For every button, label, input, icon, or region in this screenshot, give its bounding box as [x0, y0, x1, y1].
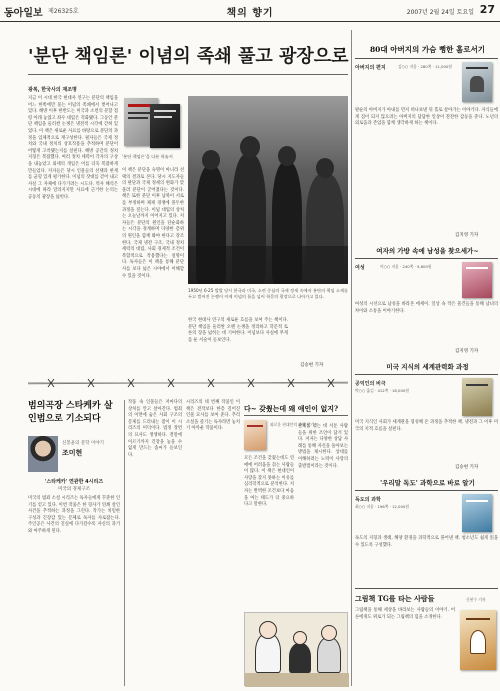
rc-meta-4: 최○○ 지음 · 196쪽 · 12,000원	[355, 504, 409, 509]
headline-rule	[28, 74, 348, 75]
rc-sig-3: 김승현 기자	[455, 465, 479, 470]
rc-label-2: 여성	[355, 265, 365, 271]
rc-meta-1: 김○○ 지음 · 280쪽 · 11,000원	[398, 64, 452, 69]
series-subtitle: 미국의 경제구조	[58, 487, 90, 492]
rc-body-4: 독도의 지형과 생태, 해양 환경을 과학적으로 풀어낸 책. 청소년도 쉽게 읽을 수 있도록 구성했다.	[355, 536, 498, 548]
rc-body-1: 팔순의 아버지가 아내를 먼저 떠나보낸 뒤 홀로 살아가는 이야기다. 자식들에게 짐이 되지 않으려는 아버지의 담담한 일상이 잔잔한 감동을 준다. 노년의 외로움과 존엄을 함께 생각하게 하는 책이다.	[355, 108, 498, 127]
main-author: 김승현 기자	[300, 363, 324, 368]
issue-date: 2007년 2월 24일 토요일	[406, 9, 474, 16]
rc-title-4: '우리말 독도' 과학으로 바로 알기	[380, 479, 475, 487]
rc-sig-1: 김지영 기자	[455, 233, 479, 238]
rc-label-3: 공익인의 비극	[355, 381, 386, 387]
column-divider	[124, 400, 125, 686]
columnist-photo	[28, 436, 58, 472]
rc-label-1: 아버지의 편지	[355, 65, 386, 71]
rc-title-1: 80대 아버지의 가슴 뻥한 홀로서기	[369, 45, 486, 54]
rc-title-5-sub: 신현수 기자	[466, 597, 486, 602]
rc-divider-1	[355, 58, 498, 59]
right-column-divider	[351, 30, 352, 686]
rc-meta-2: 이○○ 지음 · 240쪽 · 9,800원	[380, 264, 432, 269]
sub-right-body-2: 관계를 맺는 데 서툰 사람들을 위한 조언이 담겨 있다. 저자는 다양한 상담 사례를 통해 자신을 돌아보는 방법을 제시한다. 상대를 이해하려는 노력이 사랑의 출발점이라는 것이다.	[298, 424, 348, 469]
columnist-name: 조미현	[62, 449, 83, 457]
barbed-wire-graphic	[28, 376, 348, 390]
rc-sig-2: 김지영 기자	[455, 349, 479, 354]
issue-number: 제26325호	[48, 8, 79, 15]
sub-left-body-2: 작품 속 인물들은 저마다의 상처를 안고 살아간다. 범죄의 이면에 숨은 사회 구조의 문제를 드러내는 점이 이 시리즈의 미덕이다. 법정 장면의 묘사도 생생하다. 결말에 이르기까지 긴장을 놓을 수 없게 만드는 솜씨가 돋보인다.	[128, 400, 182, 458]
rc-book-cover-2	[462, 262, 492, 298]
rc-body-5: 그림책을 통해 세상을 바라보는 사람들의 이야기. 어른에게도 위로가 되는 그림책의 힘을 소개한다.	[355, 608, 455, 620]
rc-book-cover-3	[462, 378, 492, 416]
section-title: 책의 향기	[226, 8, 274, 19]
book-caption: '분단 책임론'을 다룬 학술서	[122, 154, 173, 159]
rc-divider-5	[355, 588, 498, 589]
main-body-left: 지금 이 시대 한국 현대사 연구는 분단의 책임을 어느 한쪽에만 묻는 이념의 족쇄에서 벗어나고 있다. 해방 이후 한반도는 미국과 소련의 분할 점령 아래 놓였고 좌우 대립은 격화됐다. 그동안 분단 책임을 둘러싼 논쟁은 냉전적 시각에 갇혀 있었다. 이 책은 새로운 사료를 바탕으로 분단의 과정을 입체적으로 재구성한다. 필자들은 국제 정치와 국내 정치의 상호작용을 추적하며 분단이 어떻게 고착됐는지를 살핀다. 해방 공간의 정치 지형은 복잡했다. 여러 정치 세력이 각자의 구상을 내놓았고 외세의 개입은 이를 더욱 복잡하게 만들었다. 저자들은 당시 인물들의 선택과 한계를 균형 있게 평가한다. 이념의 잣대를 걷어 내고 사실 그 자체에 다가가려는 시도다. 역사 해석은 시대에 따라 달라지지만 사료에 근거한 논의는 공동의 광장을 넓힌다.	[28, 96, 118, 200]
sub-left-body-3: 시리즈의 네 번째 작품인 이 책은 전작보다 한층 깊어진 인물 묘사를 보여 준다. 추리 소설을 즐기는 독자라면 놓치기 아까운 작품이다.	[186, 400, 240, 432]
sub-right-body-1: 모든 조건을 갖췄는데도 연애에 어려움을 겪는 사람들이 많다. 이 책은 현대인이 사랑을 찾지 못하는 이유를 심리학적으로 분석한다. 저자는 완벽한 조건보다 마음을 여는 태도가 더 중요하다고 말한다.	[244, 456, 294, 508]
main-body-mid: 이 책은 분단을 숙명이 아니라 선택의 결과로 본다. 당시 지도자들의 판단과 국제 정세의 변화가 맞물려 분단이 굳어졌다는 것이다. 책은 또한 분단 이후 남북이 서로를 부정하며 체제 경쟁에 몰두한 과정을 짚는다. 이념 대립의 상처는 오늘날까지 이어지고 있다. 저자들은 분단의 원인을 단순화하는 시각을 경계하며 다양한 층위의 원인을 함께 봐야 한다고 강조한다. 국제 냉전 구조, 국내 정치 세력의 대립, 사회 경제적 조건이 복합적으로 작용했다는 설명이다. 독자들은 이 책을 통해 분단사를 보다 넓은 시야에서 이해할 수 있을 것이다.	[122, 168, 184, 279]
sub-right-book-cover	[244, 420, 266, 450]
series-title: '스타케카' 연관한 4시리즈	[44, 479, 104, 485]
newspaper-logo: 동아일보	[4, 8, 43, 19]
rc-book-cover-1	[462, 62, 492, 102]
historical-photo	[188, 96, 348, 284]
page-number: 27	[479, 3, 495, 16]
sub-right-title: 다~ 갖췄는데 왜 애인이 없지?	[244, 404, 339, 413]
rc-label-4: 독도의 과학	[355, 497, 381, 503]
rc-meta-3: 박○○ 옮김 · 412쪽 · 18,000원	[355, 388, 409, 393]
main-body-right: 한국 현대사 연구의 새로운 흐름을 보여 주는 책이다. 분단 책임을 둘러싼 오랜 논쟁을 정리하고 학문적 토론의 장을 넓히는 데 기여한다. 이념보다 사실에 무게를 둔 서술이 돋보인다.	[188, 318, 288, 343]
rc-title-5: 그림책 TG를 타는 사람들	[355, 594, 435, 603]
rc-divider-4	[355, 490, 498, 491]
rc-book-cover-5	[460, 610, 496, 670]
columnist-tag: 신봉윤의 문학 이야기	[62, 441, 104, 446]
rc-divider-2	[355, 258, 498, 259]
book-cover-image-2	[150, 104, 180, 148]
main-byline: 광복, 한국사의 재조명	[28, 87, 77, 93]
masthead	[0, 0, 500, 22]
sub-right-book-info: 외로운 현대인의 사랑 찾기	[270, 422, 314, 427]
main-headline: '분단 책임론' 이념의 족쇄 풀고 광장으로	[28, 46, 349, 67]
rc-book-cover-4	[462, 494, 492, 532]
sub-left-title: 범의곡장 스타케카 살인범으로 기소되다	[28, 401, 113, 424]
rc-body-3: 미국 지식인 사회가 세계관을 형성해 온 과정을 추적한 책. 냉전과 그 이후 미국의 지적 흐름을 살핀다.	[355, 420, 498, 432]
sub-right-rule	[244, 415, 348, 416]
sub-left-body-1: 미국의 범죄 소설 시리즈는 독자들에게 꾸준한 인기를 얻고 있다. 이번 작품은 한 형사가 연쇄 살인 사건을 추적하는 과정을 그린다. 작가는 치밀한 구성과 긴장감 있는 문체로 독자를 사로잡는다. 주인공은 사건의 진실에 다가갈수록 자신의 과거와 마주하게 된다.	[28, 496, 120, 534]
rc-title-2: 여자의 가방 속에 남성을 찾으세가~	[376, 247, 479, 255]
rc-body-2: 여성의 시선으로 남성을 바라본 에세이. 일상 속 작은 물건들을 통해 남녀의 차이와 소통을 이야기한다.	[355, 302, 498, 314]
cartoon-illustration	[244, 612, 348, 686]
rc-divider-3	[355, 374, 498, 375]
rc-title-3: 미국 지식의 세계관력화 과정	[386, 363, 469, 371]
photo-caption: 1950년 6·25 발발 당시 한국과 미국, 소련 중심의 국제 정세 속에서 분단의 책임 소재를 두고 벌어진 논쟁이 이제 이념의 틀을 넘어 학문의 광장으로 나아가고 있다.	[188, 288, 348, 299]
